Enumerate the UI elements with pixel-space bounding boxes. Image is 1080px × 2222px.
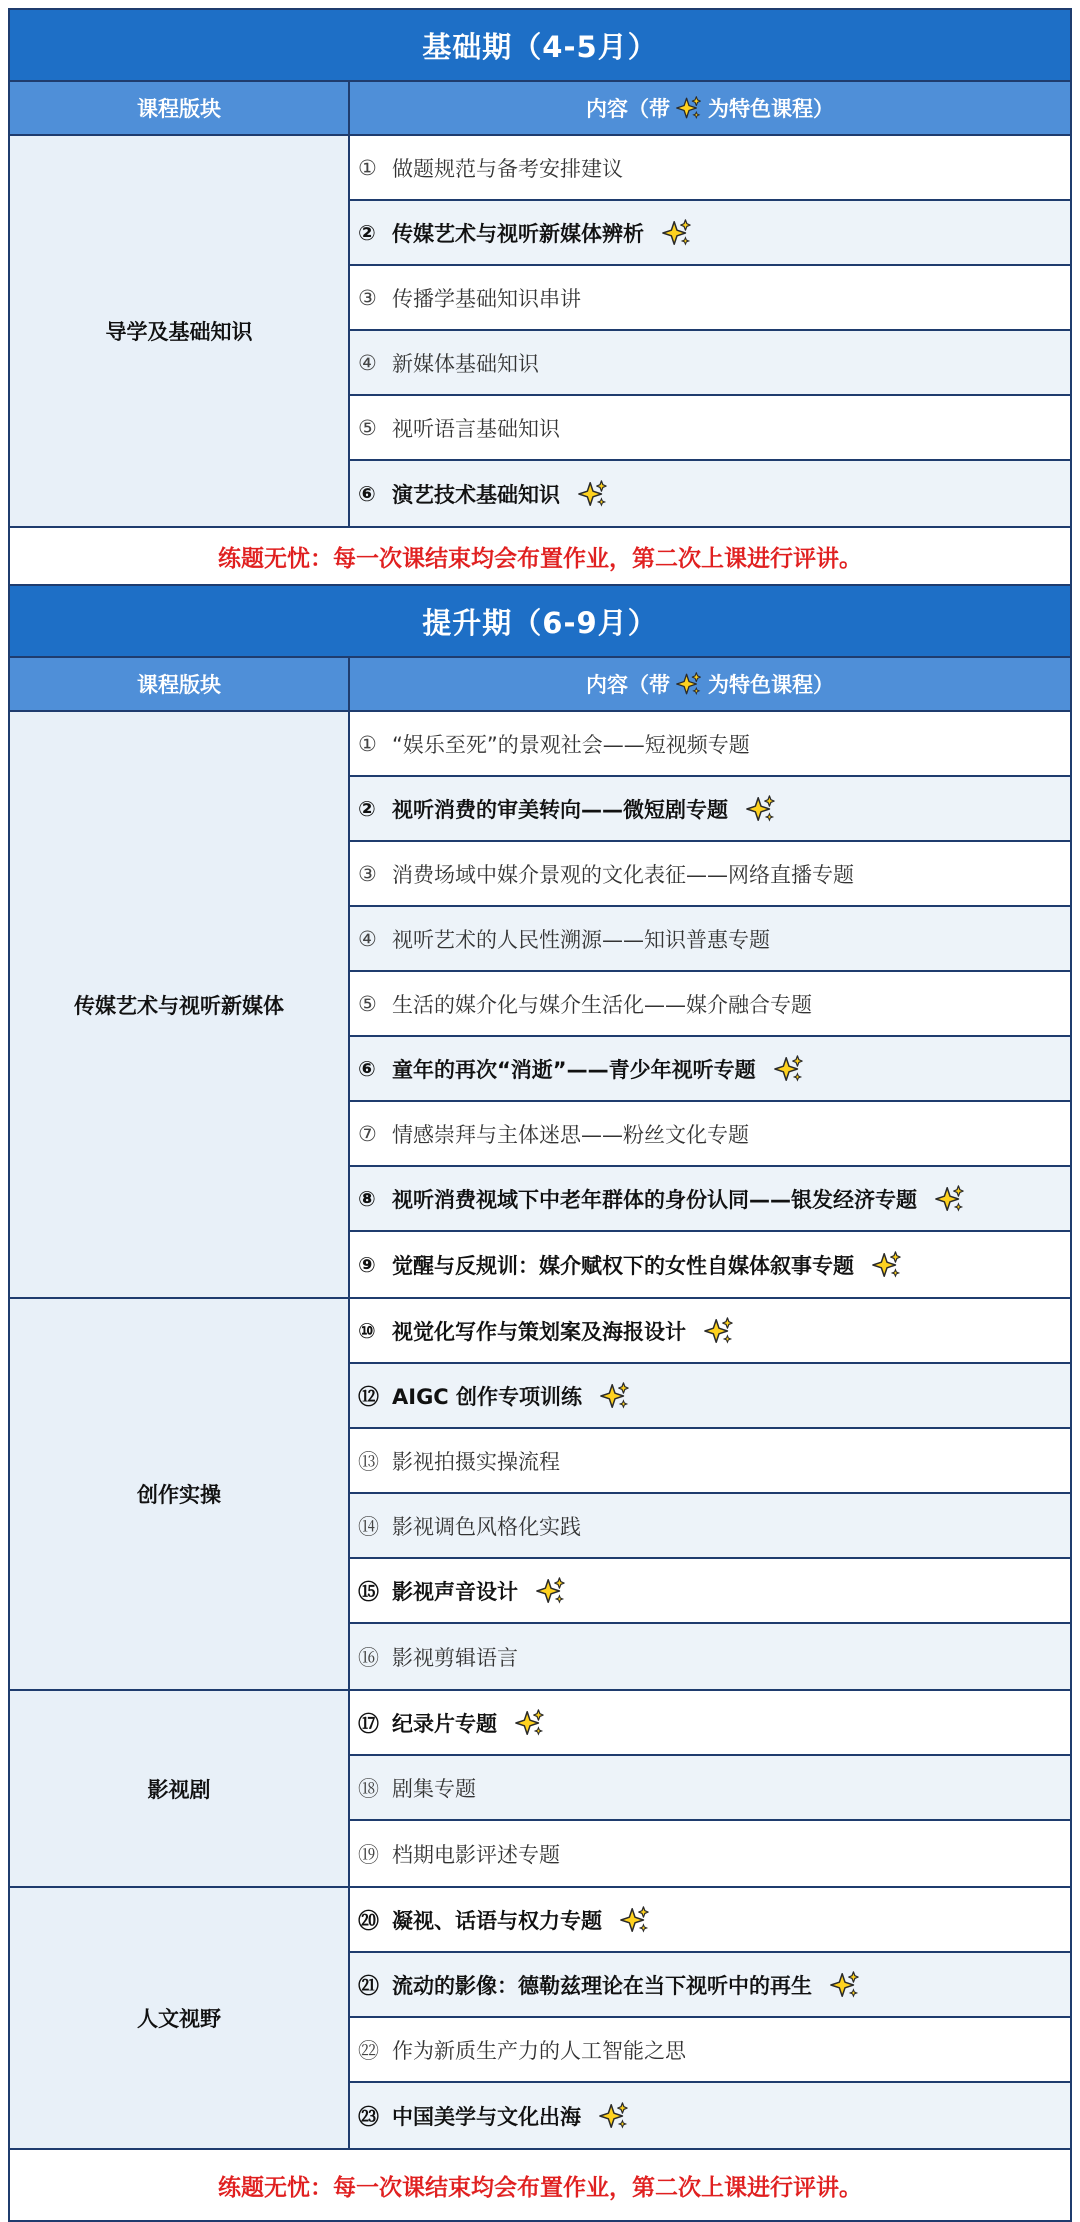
- column-header-content: [350, 658, 1070, 710]
- item-number: ㉒: [358, 2038, 379, 2063]
- list-item: [350, 1624, 1070, 1689]
- item-number: ⑰: [358, 1711, 379, 1736]
- list-item: [350, 396, 1070, 461]
- item-text: 视听艺术的人民性溯源——知识普惠专题: [392, 927, 770, 952]
- item-text: “娱乐至死”的景观社会——短视频专题: [392, 732, 750, 757]
- item-text: 视听消费的审美转向——微短剧专题: [392, 797, 728, 822]
- list-item: [350, 461, 1070, 526]
- legend-prefix: 内容（带: [586, 97, 670, 121]
- column-header-module: 课程版块: [10, 82, 350, 134]
- item-text: 凝视、话语与权力专题: [392, 1908, 602, 1933]
- module-name: 导学及基础知识: [10, 136, 350, 526]
- item-text: 纪录片专题: [392, 1711, 497, 1736]
- item-number: ⑭: [358, 1514, 379, 1539]
- item-number: ⑫: [358, 1384, 379, 1409]
- item-text: 新媒体基础知识: [392, 351, 539, 376]
- item-text: 影视声音设计: [392, 1579, 518, 1604]
- schedule-table: [8, 8, 1072, 2222]
- list-item: [350, 1364, 1070, 1429]
- list-item: [350, 266, 1070, 331]
- column-header: [10, 658, 1070, 712]
- module-name: 创作实操: [10, 1299, 350, 1689]
- item-number: ④: [358, 926, 377, 951]
- item-text: 剧集专题: [392, 1776, 476, 1801]
- item-text: 流动的影像：德勒兹理论在当下视听中的再生: [392, 1973, 812, 1998]
- item-number: ㉑: [358, 1973, 379, 1998]
- list-item: [350, 2018, 1070, 2083]
- module-name: 人文视野: [10, 1888, 350, 2148]
- column-header: [10, 82, 1070, 136]
- module-items: [350, 1299, 1070, 1689]
- sparkle-icon: [676, 95, 702, 121]
- item-number: ⑲: [358, 1842, 379, 1867]
- list-item: [350, 1167, 1070, 1232]
- item-number: ⑥: [358, 481, 376, 506]
- phase-title: 提升期（6-9月）: [10, 586, 1070, 658]
- item-text: AIGC 创作专项训练: [392, 1384, 583, 1409]
- item-number: ⑮: [358, 1579, 379, 1604]
- list-item: [350, 1299, 1070, 1364]
- module-section: [10, 1299, 1070, 1691]
- sparkle-icon: [662, 218, 692, 248]
- item-number: ⑨: [358, 1252, 376, 1277]
- item-number: ①: [358, 731, 377, 756]
- item-number: ㉓: [358, 2104, 379, 2129]
- item-text: 传媒艺术与视听新媒体辨析: [392, 221, 644, 246]
- module-section: [10, 1888, 1070, 2150]
- homework-note: 练题无忧：每一次课结束均会布置作业，第二次上课进行评讲。: [10, 2150, 1070, 2220]
- list-item: [350, 777, 1070, 842]
- module-name: 影视剧: [10, 1691, 350, 1886]
- list-item: [350, 1232, 1070, 1297]
- sparkle-icon: [515, 1708, 545, 1738]
- module-items: [350, 1691, 1070, 1886]
- item-text: 觉醒与反规训：媒介赋权下的女性自媒体叙事专题: [392, 1253, 854, 1278]
- sparkle-icon: [600, 1381, 630, 1411]
- item-number: ⑯: [358, 1645, 379, 1670]
- legend-suffix: 为特色课程）: [708, 673, 834, 697]
- item-text: 作为新质生产力的人工智能之思: [392, 2038, 686, 2063]
- module-items: [350, 712, 1070, 1297]
- item-text: 档期电影评述专题: [392, 1842, 560, 1867]
- item-text: 情感崇拜与主体迷思——粉丝文化专题: [392, 1122, 749, 1147]
- column-header-content: [350, 82, 1070, 134]
- item-text: 影视剪辑语言: [392, 1645, 518, 1670]
- item-number: ⑩: [358, 1318, 376, 1343]
- item-number: ⑬: [358, 1449, 379, 1474]
- list-item: [350, 2083, 1070, 2148]
- item-text: 视听语言基础知识: [392, 416, 560, 441]
- list-item: [350, 136, 1070, 201]
- sparkle-icon: [620, 1905, 650, 1935]
- legend-prefix: 内容（带: [586, 673, 670, 697]
- item-text: 演艺技术基础知识: [392, 482, 560, 507]
- list-item: [350, 907, 1070, 972]
- list-item: [350, 1037, 1070, 1102]
- list-item: [350, 972, 1070, 1037]
- item-number: ⑦: [358, 1121, 377, 1146]
- item-number: ②: [358, 796, 376, 821]
- item-number: ⑧: [358, 1186, 376, 1211]
- item-number: ④: [358, 350, 377, 375]
- list-item: [350, 1821, 1070, 1886]
- phase-title: 基础期（4-5月）: [10, 10, 1070, 82]
- sparkle-icon: [872, 1250, 902, 1280]
- sparkle-icon: [704, 1316, 734, 1346]
- module-section: [10, 1691, 1070, 1888]
- list-item: [350, 1102, 1070, 1167]
- list-item: [350, 1756, 1070, 1821]
- list-item: [350, 1953, 1070, 2018]
- item-number: ②: [358, 220, 376, 245]
- item-text: 童年的再次“消逝”——青少年视听专题: [392, 1057, 756, 1082]
- item-text: 生活的媒介化与媒介生活化——媒介融合专题: [392, 992, 812, 1017]
- sparkle-icon: [830, 1970, 860, 2000]
- item-text: 视听消费视域下中老年群体的身份认同——银发经济专题: [392, 1187, 917, 1212]
- list-item: [350, 712, 1070, 777]
- item-number: ⑳: [358, 1908, 379, 1933]
- item-number: ③: [358, 285, 377, 310]
- list-item: [350, 1559, 1070, 1624]
- module-section: [10, 712, 1070, 1299]
- list-item: [350, 331, 1070, 396]
- module-items: [350, 1888, 1070, 2148]
- item-number: ①: [358, 155, 377, 180]
- sparkle-icon: [935, 1184, 965, 1214]
- sparkle-icon: [774, 1054, 804, 1084]
- legend-suffix: 为特色课程）: [708, 97, 834, 121]
- list-item: [350, 842, 1070, 907]
- column-header-module: 课程版块: [10, 658, 350, 710]
- module-items: [350, 136, 1070, 526]
- list-item: [350, 1494, 1070, 1559]
- module-name: 传媒艺术与视听新媒体: [10, 712, 350, 1297]
- list-item: [350, 1429, 1070, 1494]
- item-text: 影视拍摄实操流程: [392, 1449, 560, 1474]
- item-number: ⑤: [358, 415, 377, 440]
- list-item: [350, 201, 1070, 266]
- item-number: ⑥: [358, 1056, 376, 1081]
- module-section: [10, 136, 1070, 528]
- sparkle-icon: [578, 479, 608, 509]
- sparkle-icon: [599, 2101, 629, 2131]
- sparkle-icon: [536, 1576, 566, 1606]
- item-text: 视觉化写作与策划案及海报设计: [392, 1319, 686, 1344]
- item-number: ⑱: [358, 1776, 379, 1801]
- item-text: 影视调色风格化实践: [392, 1514, 581, 1539]
- list-item: [350, 1888, 1070, 1953]
- sparkle-icon: [746, 794, 776, 824]
- item-text: 传播学基础知识串讲: [392, 286, 581, 311]
- item-number: ⑤: [358, 991, 377, 1016]
- item-text: 中国美学与文化出海: [392, 2104, 581, 2129]
- list-item: [350, 1691, 1070, 1756]
- item-text: 消费场域中媒介景观的文化表征——网络直播专题: [392, 862, 854, 887]
- homework-note: 练题无忧：每一次课结束均会布置作业，第二次上课进行评讲。: [10, 528, 1070, 586]
- item-number: ③: [358, 861, 377, 886]
- item-text: 做题规范与备考安排建议: [392, 156, 623, 181]
- sparkle-icon: [676, 671, 702, 697]
